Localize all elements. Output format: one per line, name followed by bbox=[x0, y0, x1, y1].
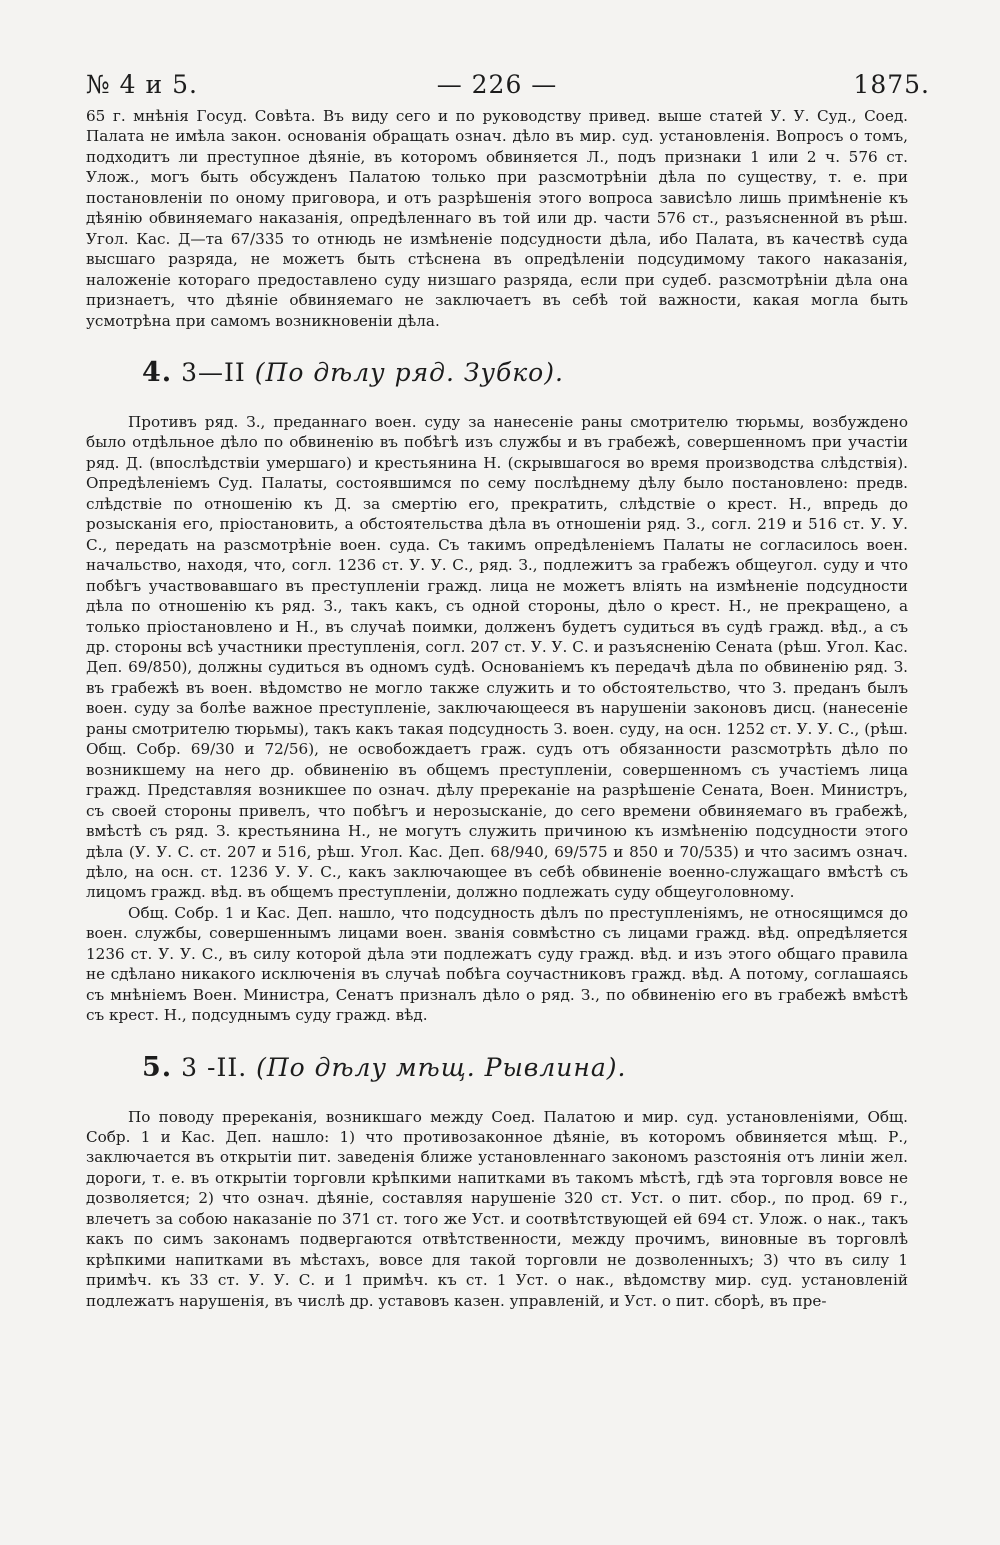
section-5-heading bbox=[142, 1052, 908, 1083]
intro-paragraph: 65 г. мнѣнія Госуд. Совѣта. Въ виду сего и по руководству привед. выше статей У. У. Суд., Соед. Палата не имѣла закон. основанія обращать означ. дѣло въ мир. суд. установленія. Вопросъ о томъ, подходитъ ли преступное дѣяніе, въ которомъ обвиняется Л., подъ признаки 1 или 2 ч. 576 ст. Улож., могъ быть обсужденъ Палатою только при разсмотрѣніи дѣла по существу, т. е. при постановленіи по оному приговора, и отъ разрѣшенія этого вопроса зависѣло лишь примѣненіе къ дѣянію обвиняемаго наказанія, опредѣленнаго въ той или др. части 576 ст., разъясненной въ рѣш. Угол. Кас. Д—та 67/335 то отнюдь не измѣненіе подсудности дѣла, ибо Палата, въ качествѣ суда высшаго разряда, не можетъ быть стѣснена въ опредѣленіи подсудимому такого наказанія, наложеніе котораго предоставлено суду низшаго разряда, если при судеб. разсмотрѣніи дѣла она признаетъ, что дѣяніе обвиняемаго не заключаетъ въ себѣ той важности, какая могла быть усмотрѣна при самомъ возникновеніи дѣла. bbox=[86, 107, 908, 330]
issue-number: № 4 и 5. bbox=[86, 70, 198, 99]
section-5-code: 3 -II. bbox=[181, 1052, 248, 1082]
section-4-paragraph: Противъ ряд. З., преданнаго воен. суду за нанесеніе раны смотрителю тюрьмы, возбуждено было отдѣльное дѣло по обвиненію въ побѣгѣ изъ службы и въ грабежѣ, совершенномъ при участіи ряд. Д. (впослѣдствіи умершаго) и крестьянина Н. (скрывшагося во время производства слѣдствія). Опредѣленіемъ Суд. Палаты, состоявшимся по сему послѣднему дѣлу было постановлено: предв. слѣдствіе по отношенію къ Д. за смертію его, прекратить, слѣдствіе о крест. Н., впредь до розысканія его, пріостановить, а обстоятельства дѣла въ отношеніи ряд. З., согл. 219 и 516 ст. У. У. С., передать на разсмотрѣніе воен. суда. Съ такимъ опредѣленіемъ Палаты не согласилось воен. начальство, находя, что, согл. 1236 ст. У. У. С., ряд. З., подлежитъ за грабежъ общеугол. суду и что побѣгъ участвовавшаго въ преступленіи гражд. лица не можетъ вліять на измѣненіе подсудности дѣла по отношенію къ ряд. З., такъ какъ, съ одной стороны, дѣло о крест. Н., не прекращено, а только пріостановлено и Н., въ случаѣ поимки, долженъ будетъ судиться въ судѣ гражд. вѣд., а съ др. стороны всѣ участники преступленія, согл. 207 ст. У. У. С. и разъясненію Сената (рѣш. Угол. Кас. Деп. 69/850), должны судиться въ одномъ судѣ. Основаніемъ къ передачѣ дѣла по обвиненію ряд. З. въ грабежѣ въ воен. вѣдомство не могло также служить и то обстоятельство, что З. преданъ былъ воен. суду за болѣе важное преступленіе, заключающееся въ нарушеніи законовъ дисц. (нанесеніе раны смотрителю тюрьмы), такъ какъ такая подсудность З. воен. суду, на осн. 1252 ст. У. У. С., (рѣш. Общ. Собр. 69/30 и 72/56), не освобождаетъ граж. судъ отъ обязанности разсмотрѣть дѣло по возникшему на него др. обвиненію въ общемъ преступленіи, совершенномъ съ участіемъ лица гражд. Представляя возникшее по означ. дѣлу пререканіе на разрѣшеніе Сената, Воен. Министръ, съ своей стороны привелъ, что побѣгъ и нерозысканіе, до сего времени обвиняемаго въ грабежѣ, вмѣстѣ съ ряд. З. крестьянина Н., не могутъ служить причиною къ измѣненію подсудности этого дѣла (У. У. С. ст. 207 и 516, рѣш. Угол. Кас. Деп. 68/940, 69/575 и 850 и 70/535) и что засимъ означ. дѣло, на осн. ст. 1236 У. У. С., какъ заключающее въ себѣ обвиненіе военно-служащаго вмѣстѣ съ лицомъ гражд. вѣд. въ общемъ преступленіи, должно подлежать суду общеуголовному. bbox=[86, 412, 908, 902]
section-5-title: (По дѣлу мѣщ. Рывлина). bbox=[256, 1052, 627, 1082]
year: 1875. bbox=[853, 70, 930, 99]
section-5-paragraph: По поводу пререканія, возникшаго между Соед. Палатою и мир. суд. установленіями, Общ. Собр. 1 и Кас. Деп. нашло: 1) что противозаконное дѣяніе, въ которомъ обвиняется мѣщ. Р., заключается въ открытіи пит. заведенія ближе установленнаго закономъ разстоянія отъ линіи жел. дороги, т. е. въ открытіи торговли крѣпкими напитками въ такомъ мѣстѣ, гдѣ эта торговля вовсе не дозволяется; 2) что означ. дѣяніе, составляя нарушеніе 320 ст. Уст. о пит. сбор., по прод. 69 г., влечетъ за собою наказаніе по 371 ст. того же Уст. и соотвѣтствующей ей 694 ст. Улож. о нак., такъ какъ по симъ законамъ подвергаются отвѣтственности, между прочимъ, виновные въ торговлѣ крѣпкими напитками въ мѣстахъ, вовсе для такой торговли не дозволенныхъ; 3) что въ силу 1 примѣч. къ 33 ст. У. У. С. и 1 примѣч. къ ст. 1 Уст. о нак., вѣдомству мир. суд. установленій подлежатъ нарушенія, въ числѣ др. уставовъ казен. управленій, и Уст. о пит. сборѣ, въ пре- bbox=[86, 1107, 908, 1310]
section-4-code: 3—II bbox=[181, 357, 246, 387]
section-4-paragraph: Общ. Собр. 1 и Кас. Деп. нашло, что подсудность дѣлъ по преступленіямъ, не относящимся до воен. службы, совершеннымъ лицами воен. званія совмѣстно съ лицами гражд. вѣд. опредѣляется 1236 ст. У. У. С., въ силу которой дѣла эти подлежатъ суду гражд. вѣд. и изъ этого общаго правила не сдѣлано никакого исключенія въ случаѣ побѣга соучастниковъ гражд. вѣд. А потому, соглашаясь съ мнѣніемъ Воен. Министра, Сенатъ призналъ дѣло о ряд. З., по обвиненію его въ грабежѣ вмѣстѣ съ крест. Н., подсуднымъ суду гражд. вѣд. bbox=[86, 903, 908, 1025]
running-header bbox=[86, 62, 930, 106]
page-number: — 226 — bbox=[436, 70, 558, 99]
section-5-number: 5. bbox=[142, 1051, 173, 1083]
section-4-title: (По дѣлу ряд. Зубко). bbox=[254, 357, 564, 387]
section-4-heading bbox=[142, 357, 908, 388]
section-4-number: 4. bbox=[142, 356, 173, 388]
